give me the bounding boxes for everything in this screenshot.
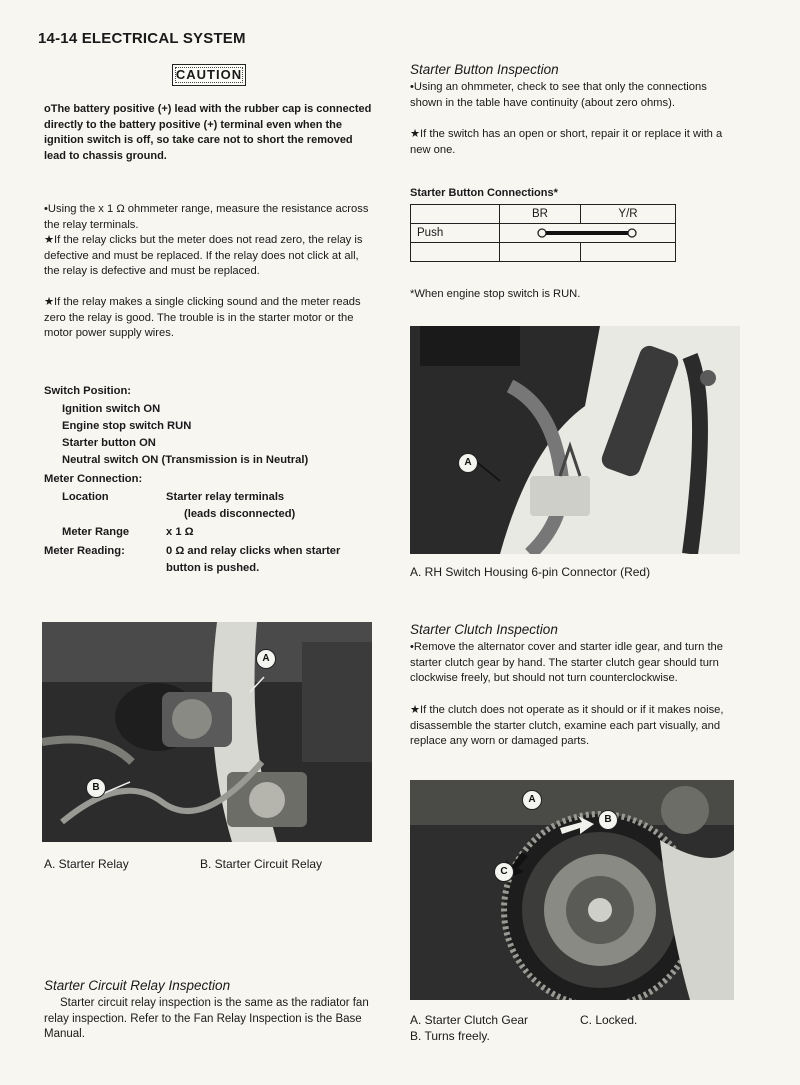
switch-housing-photo-art [410,326,740,554]
table-empty-cell [581,243,676,262]
meter-location-value: Starter relay terminals [166,491,285,503]
clutch-inspection-step-1: •Remove the alternator cover and starter idle gear, and turn the starter clutch gear by hand. The starter clutch gear should turn clockwise freely, but should not turn counterclockwise. [410,641,723,685]
continuity-line [506,224,676,242]
relay-check-step-3: ★If the relay makes a single clicking sound and the meter reads zero the relay is good. The trouble is in the starter motor or the motor power supply wires. [44,296,361,340]
table-corner-cell [411,205,500,224]
table-header-br: BR [500,205,581,224]
table-header-yr: Y/R [581,205,676,224]
photo-caption-b: B. Starter Circuit Relay [200,857,323,871]
button-inspection-title: Starter Button Inspection [410,62,559,77]
table-empty-cell [500,243,581,262]
relay-check-step-1: •Using the x 1 Ω ohmmeter range, measure the resistance across the relay terminals. [44,203,369,231]
clutch-caption-b: B. Turns freely. [410,1029,490,1043]
starter-clutch-photo [410,780,734,1000]
table-row-push-label: Push [411,224,500,243]
clutch-caption-c: C. Locked. [580,1013,638,1027]
button-inspection-step-1: •Using an ohmmeter, check to see that only the connections shown in the table have continuity (about zero ohms). [410,81,707,109]
photo-caption-a: A. Starter Relay [44,857,129,871]
clutch-caption-a: A. Starter Clutch Gear [410,1013,529,1027]
circuit-relay-text: Starter circuit relay inspection is the same as the radiator fan relay inspection. Refer to the Fan Relay Inspection is the Base Manual. [44,997,369,1041]
switch-position-item: Ignition switch ON [62,403,161,415]
callout-a: A [458,453,478,473]
clutch-inspection-title: Starter Clutch Inspection [410,622,558,637]
switch-position-item: Neutral switch ON (Transmission is in Neutral) [62,454,309,466]
connections-table [410,204,676,262]
connections-title: Starter Button Connections* [410,187,558,199]
caution-text: oThe battery positive (+) lead with the rubber cap is connected directly to the battery positive (+) terminal even when the ignition switch is off, so take care not to short the removed lead to chassis ground. [44,103,372,162]
starter-relay-photo-art [42,622,372,842]
callout-c: C [494,862,514,882]
page-header: 14-14 ELECTRICAL SYSTEM [38,30,246,47]
meter-reading-label: Meter Reading: [44,545,125,557]
meter-reading-value-2: button is pushed. [166,562,260,574]
callout-a: A [522,790,542,810]
callout-b: B [86,778,106,798]
meter-range-value: x 1 Ω [166,526,194,538]
callout-a: A [256,649,276,669]
meter-range-label: Meter Range [62,526,130,538]
switch-housing-caption: A. RH Switch Housing 6-pin Connector (Red) [410,565,651,579]
meter-location-value-2: (leads disconnected) [184,508,296,520]
table-empty-cell [411,243,500,262]
button-inspection-step-2: ★If the switch has an open or short, repair it or replace it with a new one. [410,128,723,156]
switch-position-heading: Switch Position: [44,385,132,397]
relay-check-step-2: ★If the relay clicks but the meter does not read zero, the relay is defective and must be replaced. If the relay does not click at all, the relay is defective and must be replaced. [44,234,363,278]
clutch-inspection-step-2: ★If the clutch does not operate as it should or if it makes noise, disassemble the starter clutch, examine each part visually, and replace any worn or damaged parts. [410,704,724,748]
circuit-relay-title: Starter Circuit Relay Inspection [44,978,231,993]
switch-housing-photo [410,326,740,554]
switch-position-item: Engine stop switch RUN [62,420,192,432]
switch-position-item: Starter button ON [62,437,156,449]
starter-clutch-photo-art [410,780,734,1000]
table-continuity-cell [500,224,676,243]
meter-connection-label: Meter Connection: [44,473,143,485]
caution-label: CAUTION [172,64,246,86]
meter-location-label: Location [62,491,109,503]
callout-b: B [598,810,618,830]
connections-footnote: *When engine stop switch is RUN. [410,288,581,300]
starter-relay-photo [42,622,372,842]
meter-reading-value: 0 Ω and relay clicks when starter [166,545,341,557]
